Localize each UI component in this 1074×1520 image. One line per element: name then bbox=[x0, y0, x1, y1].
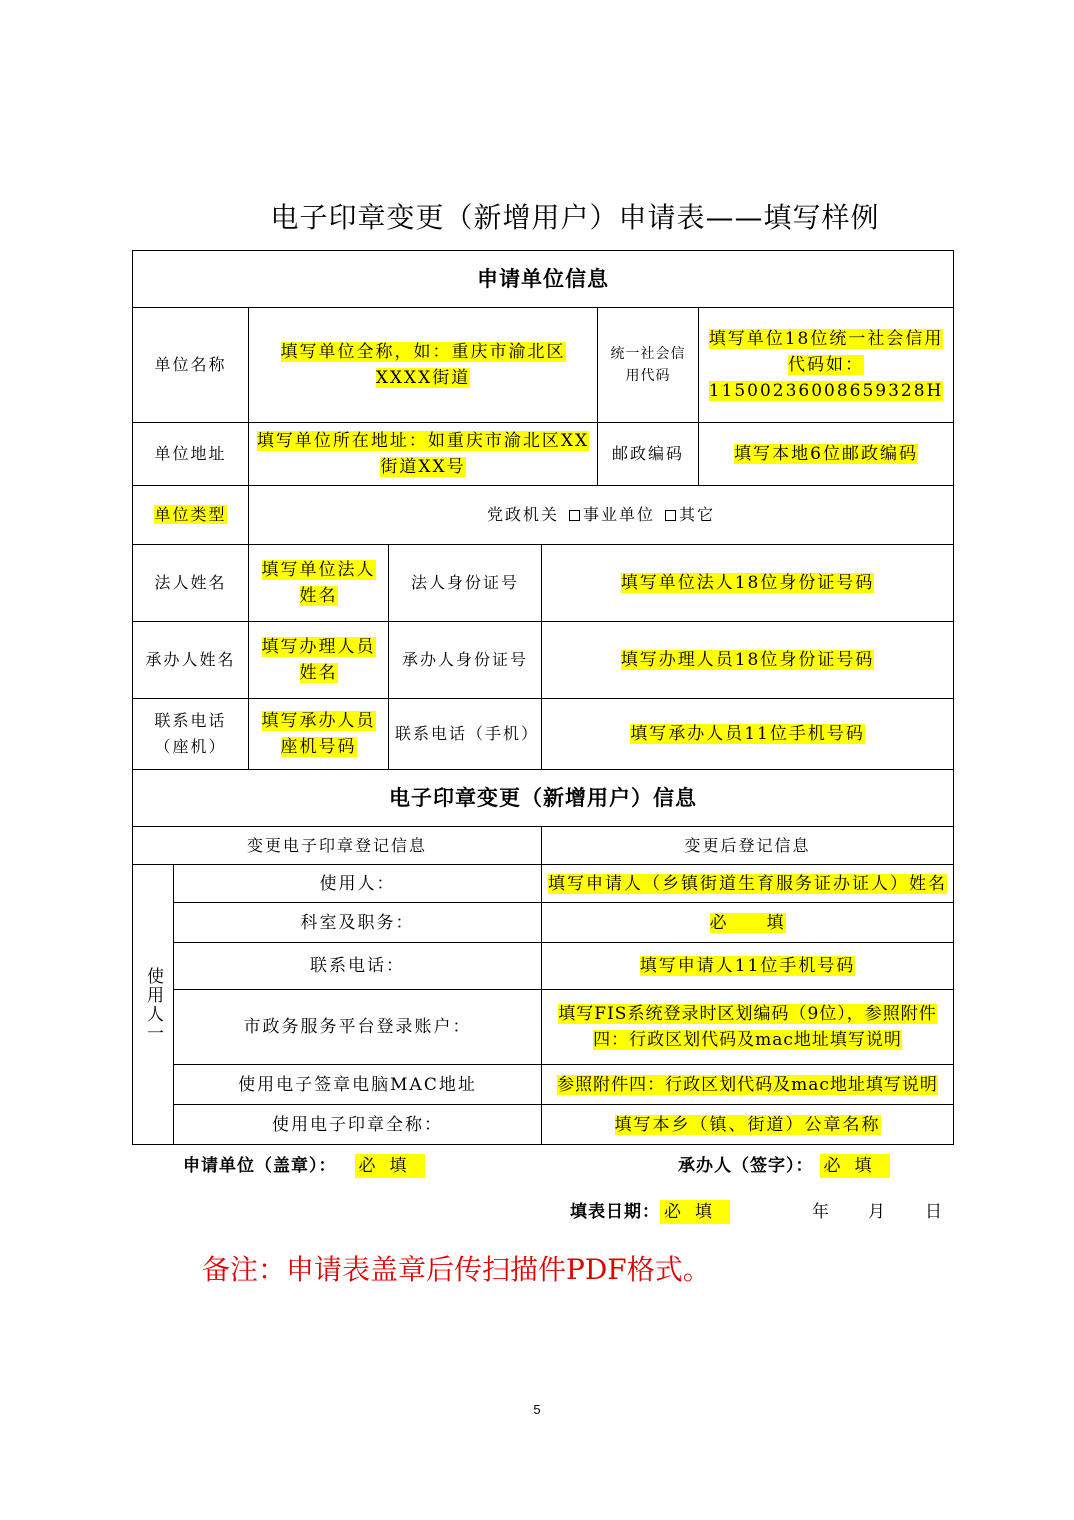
postcode-label: 邮政编码 bbox=[598, 423, 699, 486]
landline-field[interactable]: 填写承办人员座机号码 bbox=[261, 711, 376, 757]
unit-type-label: 单位类型 bbox=[154, 505, 227, 524]
unit-name-label: 单位名称 bbox=[133, 308, 249, 423]
checkbox-public-institution[interactable] bbox=[569, 510, 580, 521]
user-name-field[interactable]: 填写申请人（乡镇街道生育服务证办证人）姓名 bbox=[548, 873, 948, 894]
seal-line bbox=[183, 1151, 425, 1176]
date-field[interactable]: 必填 bbox=[660, 1200, 730, 1224]
user-group-label: 使用人一 bbox=[133, 865, 174, 1145]
handler-id-label: 承办人身份证号 bbox=[389, 622, 542, 699]
seal-field[interactable]: 必填 bbox=[355, 1154, 425, 1178]
row-label-user: 使用人： bbox=[174, 865, 542, 903]
row-label-seal-name: 使用电子印章全称： bbox=[174, 1105, 542, 1145]
legal-id-field[interactable]: 填写单位法人18位身份证号码 bbox=[620, 573, 875, 593]
sign-line bbox=[678, 1151, 890, 1176]
date-month: 月 bbox=[868, 1202, 886, 1222]
mobile-field[interactable]: 填写承办人员11位手机号码 bbox=[630, 724, 865, 744]
seal-label: 申请单位（盖章）： bbox=[183, 1156, 337, 1176]
unit-type-options bbox=[249, 486, 954, 545]
date-day: 日 bbox=[925, 1202, 943, 1222]
unit-name-field[interactable]: 填写单位全称，如：重庆市渝北区XXXX街道 bbox=[280, 342, 566, 388]
seal-name-field[interactable]: 填写本乡（镇、街道）公章名称 bbox=[614, 1114, 881, 1135]
sign-label: 承办人（签字）： bbox=[678, 1156, 814, 1176]
row-label-mac: 使用电子签章电脑MAC地址 bbox=[174, 1065, 542, 1105]
postcode-field[interactable]: 填写本地6位邮政编码 bbox=[734, 444, 918, 464]
option-other[interactable]: 其它 bbox=[679, 505, 716, 524]
landline-label: 联系电话（座机） bbox=[133, 699, 249, 770]
account-field[interactable]: 填写FIS系统登录时区划编码（9位），参照附件四：行政区划代码及mac地址填写说明 bbox=[558, 1004, 937, 1050]
remark-note: 备注：申请表盖章后传扫描件PDF格式。 bbox=[202, 1253, 711, 1286]
handler-id-field[interactable]: 填写办理人员18位身份证号码 bbox=[620, 650, 875, 670]
legal-name-field[interactable]: 填写单位法人姓名 bbox=[261, 560, 376, 606]
option-party-gov[interactable]: 党政机关 bbox=[487, 505, 560, 524]
legal-name-label: 法人姓名 bbox=[133, 545, 249, 622]
option-public-institution[interactable]: 事业单位 bbox=[583, 505, 656, 524]
col-header-after: 变更后登记信息 bbox=[542, 827, 954, 865]
page-number: 5 bbox=[533, 1402, 541, 1417]
dept-field[interactable]: 必 填 bbox=[709, 912, 786, 933]
credit-code-label: 统一社会信用代码 bbox=[598, 308, 699, 423]
mobile-label: 联系电话（手机） bbox=[389, 699, 542, 770]
row-label-dept: 科室及职务： bbox=[174, 903, 542, 943]
section-heading-applicant: 申请单位信息 bbox=[133, 251, 954, 308]
date-label: 填表日期： bbox=[570, 1202, 660, 1222]
address-field[interactable]: 填写单位所在地址：如重庆市渝北区XX街道XX号 bbox=[256, 431, 590, 477]
date-year: 年 bbox=[812, 1202, 830, 1222]
col-header-before: 变更电子印章登记信息 bbox=[133, 827, 542, 865]
sign-field[interactable]: 必填 bbox=[820, 1154, 890, 1178]
row-label-phone: 联系电话： bbox=[174, 943, 542, 990]
row-label-account: 市政务服务平台登录账户： bbox=[174, 990, 542, 1065]
address-label: 单位地址 bbox=[133, 423, 249, 486]
checkbox-other[interactable] bbox=[665, 510, 676, 521]
user-phone-field[interactable]: 填写申请人11位手机号码 bbox=[639, 956, 856, 976]
handler-name-label: 承办人姓名 bbox=[133, 622, 249, 699]
mac-field[interactable]: 参照附件四：行政区划代码及mac地址填写说明 bbox=[557, 1074, 938, 1095]
credit-code-field[interactable]: 填写单位18位统一社会信用代码如：11500236008659328H bbox=[708, 329, 944, 401]
application-form-table bbox=[132, 250, 954, 1145]
date-line bbox=[570, 1197, 730, 1222]
legal-id-label: 法人身份证号 bbox=[389, 545, 542, 622]
handler-name-field[interactable]: 填写办理人员姓名 bbox=[261, 637, 376, 683]
page-title: 电子印章变更（新增用户）申请表——填写样例 bbox=[270, 201, 880, 234]
section-heading-seal-change: 电子印章变更（新增用户）信息 bbox=[133, 770, 954, 827]
